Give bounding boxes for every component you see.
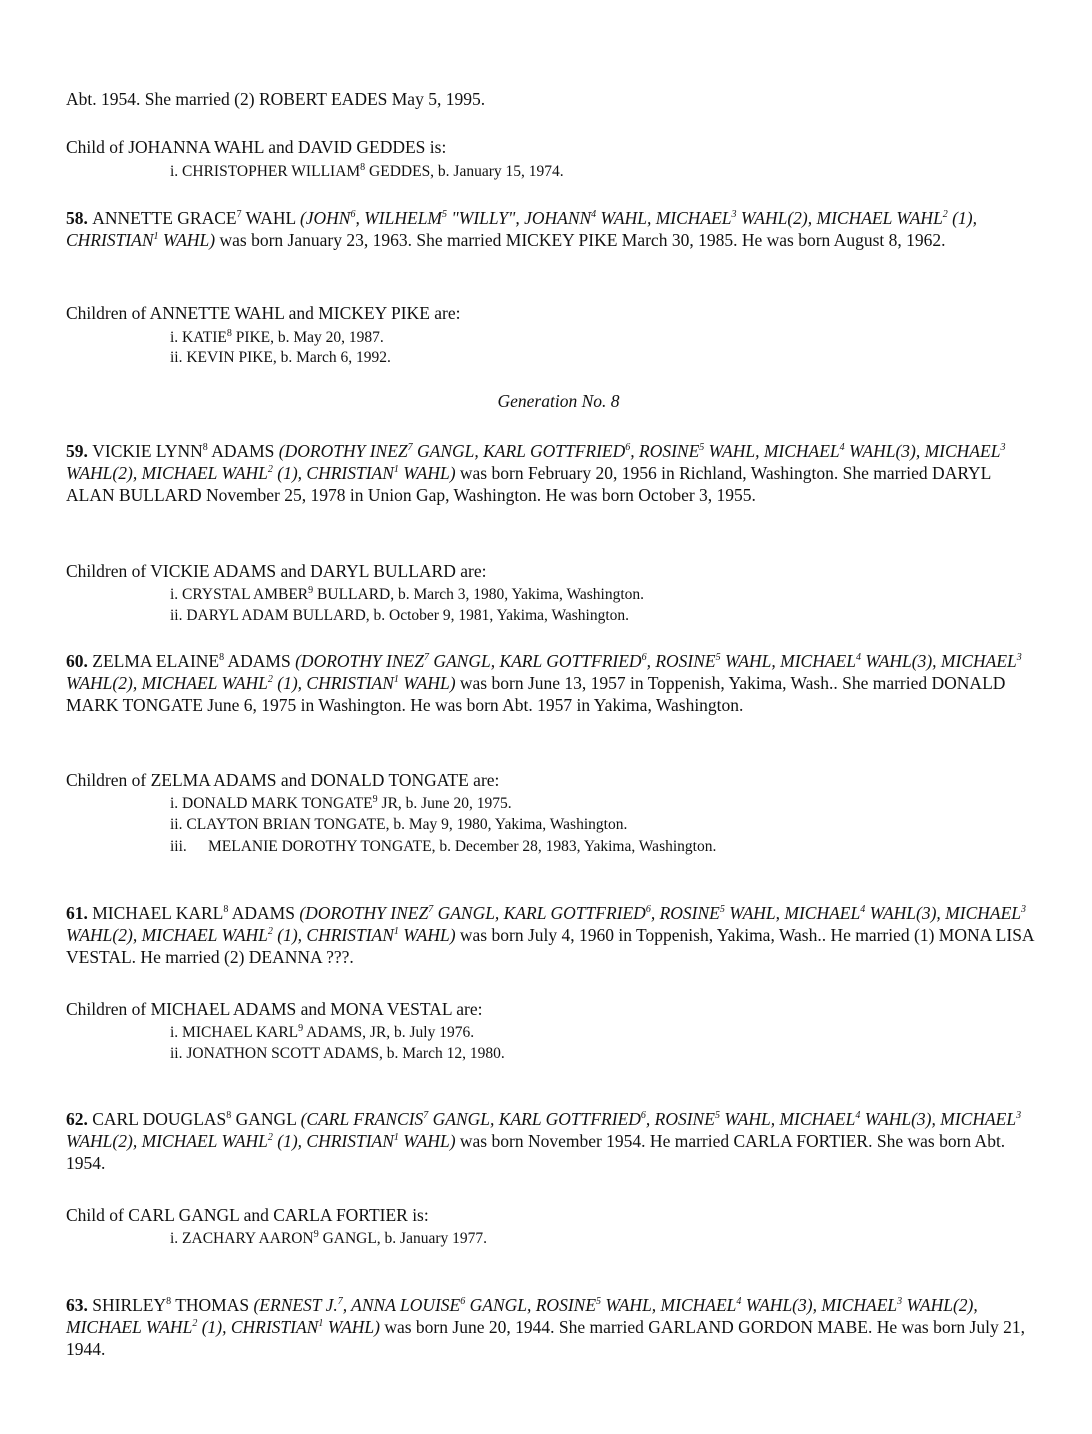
child-text: GEDDES, b. January 15, 1974.: [365, 163, 564, 180]
sup: 5: [596, 1296, 602, 1308]
t: GANGL, KARL GOTTFRIED: [428, 651, 642, 671]
gen-sup: 8: [226, 1110, 232, 1122]
gen-sup: 7: [236, 209, 242, 221]
sup: 1: [393, 464, 399, 476]
t: WAHL): [398, 463, 456, 483]
t: WAHL(3), MICHAEL: [741, 1295, 898, 1315]
sup: 2: [267, 464, 273, 476]
child-item: [170, 347, 1040, 368]
child-text: GANGL, b. January 1977.: [318, 1230, 488, 1247]
children-58: [66, 302, 1041, 324]
sup: 2: [267, 674, 273, 686]
t: (1), CHRISTIAN: [272, 463, 394, 483]
t: WAHL, MICHAEL: [704, 441, 840, 461]
t: GANGL, KARL GOTTFRIED: [412, 441, 626, 461]
surname: WAHL: [241, 208, 300, 228]
surname: ADAMS: [224, 651, 296, 671]
child-item: [170, 793, 1040, 814]
entry-text: [66, 1294, 1041, 1360]
t: GANGL, KARL GOTTFRIED: [433, 903, 646, 923]
entry-text: [66, 650, 1041, 716]
children-57: [66, 136, 1041, 158]
gen-sup: 8: [166, 1296, 172, 1308]
t: WAHL): [398, 1131, 456, 1151]
sup: 3: [1000, 442, 1006, 454]
t: WAHL, MICHAEL: [719, 1109, 856, 1129]
child-item: [170, 327, 1040, 348]
t: WAHL(3), MICHAEL: [865, 903, 1021, 923]
entry-rest: was born July 4, 1960 in Toppenish, Yakima, Wash.. He married (1) MONA LISA VESTAL. He married (2) DEANNA ???.: [66, 925, 1034, 967]
child-text: i. MICHAEL KARL: [170, 1024, 299, 1041]
children-header: Child of JOHANNA WAHL and DAVID GEDDES is:: [66, 137, 447, 157]
gen-sup: 8: [202, 442, 208, 454]
t: "WILLY", JOHANN: [447, 208, 592, 228]
sup: 6: [350, 209, 356, 221]
sup: 7: [423, 652, 429, 664]
t: , ROSINE: [650, 903, 720, 923]
sup: 3: [731, 209, 737, 221]
children-60: [66, 769, 1041, 791]
children-header: Children of VICKIE ADAMS and DARYL BULLARD are:: [66, 561, 487, 581]
sup: 6: [625, 442, 631, 454]
t: WAHL(2), MICHAEL WAHL: [66, 1131, 268, 1151]
entry-rest: was born November 1954. He married CARLA FORTIER. She was born Abt. 1954.: [66, 1131, 1006, 1173]
t: WAHL, MICHAEL: [724, 903, 861, 923]
person-name: ZELMA ELAINE: [92, 651, 220, 671]
t: (DOROTHY INEZ: [295, 651, 424, 671]
children-62: [66, 1204, 1041, 1226]
entry-number: 61.: [66, 903, 88, 923]
child-text: ii. KEVIN PIKE, b. March 6, 1992.: [170, 349, 391, 366]
t: WAHL(2), MICHAEL WAHL: [66, 673, 268, 693]
entry-63: [66, 1294, 1041, 1360]
entry-rest: was born February 20, 1956 in Richland, Washington. She married DARYL ALAN BULLARD November 25, 1978 in Union Gap, Washington. He was born October 3, 1955.: [66, 463, 991, 505]
entry-number: 58.: [66, 208, 88, 228]
sup: 1: [153, 231, 159, 243]
gen-sup: 9: [308, 584, 314, 596]
sup: 1: [393, 674, 399, 686]
sup: 5: [442, 209, 448, 221]
t: (ERNEST J.: [253, 1295, 338, 1315]
sup: 1: [393, 926, 399, 938]
entry-58: [66, 207, 1041, 251]
t: (1), CHRISTIAN: [272, 673, 394, 693]
sup: 4: [839, 442, 845, 454]
t: WAHL): [158, 230, 216, 250]
t: (CARL FRANCIS: [300, 1109, 424, 1129]
entry-60: [66, 650, 1041, 716]
t: (1), CHRISTIAN: [66, 208, 977, 250]
entry-text: [66, 1108, 1041, 1174]
children-header: Child of CARL GANGL and CARLA FORTIER is:: [66, 1205, 429, 1225]
sup: 2: [267, 926, 273, 938]
child-text: MELANIE DOROTHY TONGATE, b. December 28, 1983, Yakima, Washington.: [208, 838, 717, 855]
t: (DOROTHY INEZ: [278, 441, 408, 461]
child-item: [170, 814, 1040, 835]
t: WAHL(2), MICHAEL WAHL: [736, 208, 943, 228]
t: , ROSINE: [630, 441, 700, 461]
surname: THOMAS: [171, 1295, 254, 1315]
children-header: Children of MICHAEL ADAMS and MONA VESTAL are:: [66, 999, 483, 1019]
child-text: ii. JONATHON SCOTT ADAMS, b. March 12, 1980.: [170, 1045, 505, 1062]
t: , WILHELM: [355, 208, 443, 228]
child-text: i. CRYSTAL AMBER: [170, 586, 309, 603]
sup: 5: [715, 652, 721, 664]
person-name: CARL DOUGLAS: [92, 1109, 227, 1129]
children-59: [66, 560, 1041, 582]
entry-61: [66, 902, 1041, 968]
t: GANGL, ROSINE: [465, 1295, 597, 1315]
entry-number: 63.: [66, 1295, 88, 1315]
gen-sup: 8: [219, 652, 225, 664]
child-item: [170, 836, 1040, 857]
entry-number: 62.: [66, 1109, 88, 1129]
child-text: ii. DARYL ADAM BULLARD, b. October 9, 1981, Yakima, Washington.: [170, 607, 630, 624]
child-text: i. CHRISTOPHER WILLIAM: [170, 163, 361, 180]
surname: GANGL: [231, 1109, 301, 1129]
child-text: BULLARD, b. March 3, 1980, Yakima, Washington.: [313, 586, 644, 603]
t: , ROSINE: [646, 651, 716, 671]
sup: 4: [855, 1110, 861, 1122]
child-number: iii.: [170, 838, 187, 855]
t: (DOROTHY INEZ: [299, 903, 429, 923]
child-text: ADAMS, JR, b. July 1976.: [303, 1024, 475, 1041]
t: WAHL): [398, 673, 456, 693]
gen-sup: 9: [313, 1228, 319, 1240]
t: WAHL(2), MICHAEL WAHL: [66, 925, 268, 945]
sup: 2: [192, 1318, 198, 1330]
entry-rest: was born January 23, 1963. She married MICKEY PIKE March 30, 1985. He was born August 8, 1962.: [215, 230, 946, 250]
child-text: i. DONALD MARK TONGATE: [170, 795, 373, 812]
sup: 1: [393, 1132, 399, 1144]
sup: 7: [407, 442, 413, 454]
t: (1), CHRISTIAN: [197, 1317, 319, 1337]
sup: 3: [1016, 652, 1022, 664]
sup: 6: [645, 904, 651, 916]
t: WAHL(3), MICHAEL: [860, 651, 1017, 671]
t: WAHL(2), MICHAEL WAHL: [66, 1295, 978, 1337]
child-item: [170, 584, 1040, 605]
child-text: JR, b. June 20, 1975.: [377, 795, 512, 812]
sup: 6: [641, 652, 647, 664]
child-item: [170, 1022, 1040, 1043]
t: , ANNA LOUISE: [342, 1295, 461, 1315]
children-header: Children of ZELMA ADAMS and DONALD TONGATE are:: [66, 770, 500, 790]
sup: 5: [719, 904, 725, 916]
person-name: SHIRLEY: [92, 1295, 167, 1315]
sup: 7: [428, 904, 434, 916]
t: WAHL(2), MICHAEL WAHL: [66, 463, 268, 483]
t: (JOHN: [299, 208, 351, 228]
person-name: MICHAEL KARL: [92, 903, 224, 923]
child-item: [170, 605, 1040, 626]
gen-sup: 9: [298, 1022, 304, 1034]
entry-59: [66, 440, 1041, 506]
gen-sup: 8: [223, 904, 229, 916]
sup: 1: [318, 1318, 324, 1330]
person-name: ANNETTE GRACE: [92, 208, 237, 228]
sup: 5: [714, 1110, 720, 1122]
t: (1), CHRISTIAN: [272, 1131, 394, 1151]
t: WAHL, MICHAEL: [601, 1295, 737, 1315]
entry-text: [66, 207, 1041, 251]
t: (1), CHRISTIAN: [272, 925, 394, 945]
sup: 3: [1016, 1110, 1022, 1122]
sup: 7: [337, 1296, 343, 1308]
sup: 3: [1021, 904, 1026, 916]
t: WAHL, MICHAEL: [720, 651, 856, 671]
surname: ADAMS: [228, 903, 300, 923]
child-item: [170, 161, 1040, 182]
sup: 2: [267, 1132, 273, 1144]
t: WAHL(3), MICHAEL: [844, 441, 1001, 461]
t: WAHL): [398, 925, 456, 945]
gen-sup: 8: [226, 327, 232, 339]
continuation-line: [66, 88, 1041, 110]
entry-text: [66, 440, 1041, 506]
entry-number: 60.: [66, 651, 88, 671]
sup: 7: [423, 1110, 429, 1122]
sup: 4: [855, 652, 861, 664]
child-item: [170, 1043, 1040, 1064]
entry-number: 59.: [66, 441, 88, 461]
text: Abt. 1954. She married (2) ROBERT EADES May 5, 1995.: [66, 89, 486, 109]
t: , ROSINE: [645, 1109, 715, 1129]
sup: 6: [640, 1110, 646, 1122]
generation-heading: Generation No. 8: [497, 391, 620, 411]
child-item: [170, 1228, 1040, 1249]
entry-text: [66, 902, 1041, 968]
sup: 6: [460, 1296, 466, 1308]
entry-rest: was born June 13, 1957 in Toppenish, Yakima, Wash.. She married DONALD MARK TONGATE June 6, 1975 in Washington. He was born Abt. 1957 in Yakima, Washington.: [66, 673, 1006, 715]
gen-sup: 8: [360, 161, 366, 173]
child-text: ii. CLAYTON BRIAN TONGATE, b. May 9, 1980, Yakima, Washington.: [170, 816, 628, 833]
t: WAHL, MICHAEL: [596, 208, 732, 228]
sup: 4: [860, 904, 866, 916]
gen-sup: 9: [372, 793, 378, 805]
t: WAHL(3), MICHAEL: [860, 1109, 1017, 1129]
sup: 4: [736, 1296, 742, 1308]
t: GANGL, KARL GOTTFRIED: [428, 1109, 641, 1129]
t: WAHL): [323, 1317, 380, 1337]
surname: ADAMS: [207, 441, 279, 461]
entry-rest: was born June 20, 1944. She married GARLAND GORDON MABE. He was born July 21, 1944.: [66, 1317, 1025, 1359]
sup: 2: [942, 209, 948, 221]
sup: 4: [591, 209, 597, 221]
person-name: VICKIE LYNN: [92, 441, 203, 461]
children-header: Children of ANNETTE WAHL and MICKEY PIKE are:: [66, 303, 461, 323]
sup: 3: [897, 1296, 903, 1308]
child-text: i. ZACHARY AARON: [170, 1230, 314, 1247]
children-61: [66, 998, 1041, 1020]
sup: 5: [699, 442, 705, 454]
entry-62: [66, 1108, 1041, 1174]
child-text: i. KATIE: [170, 329, 227, 346]
child-text: PIKE, b. May 20, 1987.: [231, 329, 384, 346]
